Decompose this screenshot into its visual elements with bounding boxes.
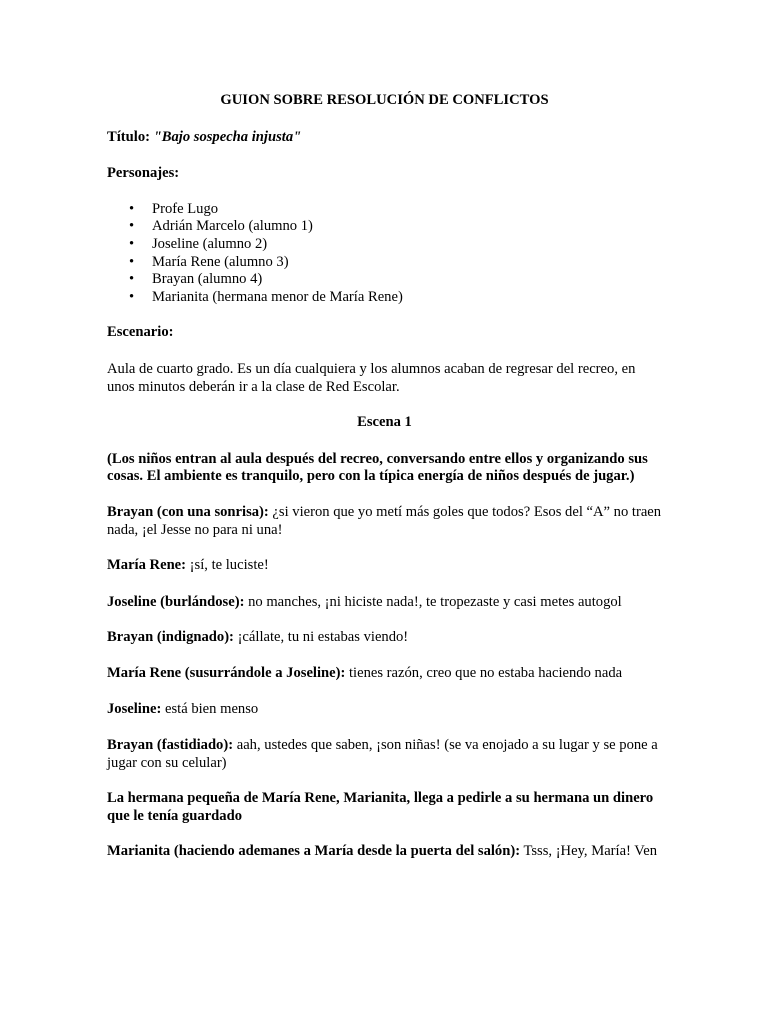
- scene-title: Escena 1: [357, 414, 412, 431]
- dialogue-text: no manches, ¡ni hiciste nada!, te tropezaste y casi metes autogol: [244, 593, 622, 610]
- speaker: María Rene (susurrándole a Joseline):: [107, 664, 346, 681]
- dialogue-text: ¡cállate, tu ni estabas viendo!: [233, 629, 409, 646]
- dialogue-text: tienes razón, creo que no estaba haciendo nada: [345, 664, 623, 681]
- list-item: • Marianita (hermana menor de María Rene): [129, 288, 403, 305]
- document-heading: GUION SOBRE RESOLUCIÓN DE CONFLICTOS: [220, 92, 549, 108]
- stage-direction: (Los niños entran al aula después del recreo, conversando entre ellos y organizando sus cosas. El ambiente es tranquilo, pero con la típica energía de niños después de jugar.): [107, 450, 648, 485]
- dialogue-text: aah, ustedes que saben, ¡son niñas! (se va enojado a su lugar y se pone a jugar con su celular): [107, 737, 658, 771]
- bullet-icon: •: [129, 200, 135, 217]
- setting-text: Aula de cuarto grado. Es un día cualquiera y los alumnos acaban de regresar del recreo, en unos minutos deberán ir a la clase de Red Escolar.: [107, 360, 636, 395]
- setting-label: Escenario:: [107, 324, 174, 341]
- dialogue-text: está bien menso: [161, 701, 259, 718]
- dialogue-text: ¿si vieron que yo metí más goles que todos? Esos del “A” no traen nada, ¡el Jesse no para ni una!: [107, 503, 662, 538]
- list-item: • María Rene (alumno 3): [129, 253, 289, 270]
- speaker: Marianita (haciendo ademanes a María desde la puerta del salón):: [107, 843, 521, 860]
- dialogue-line: [107, 594, 662, 612]
- bullet-icon: •: [129, 218, 135, 235]
- list-item: • Joseline (alumno 2): [129, 235, 268, 252]
- list-item: • Adrián Marcelo (alumno 1): [129, 218, 313, 235]
- speaker: Brayan (fastidiado):: [107, 737, 234, 754]
- dialogue-line: [107, 504, 662, 539]
- dialogue-line: [107, 629, 662, 647]
- list-item: • Profe Lugo: [129, 200, 219, 217]
- characters-label: Personajes:: [107, 165, 180, 182]
- characters-list: [107, 201, 662, 307]
- dialogue-line: [107, 737, 662, 772]
- bullet-icon: •: [129, 235, 135, 252]
- list-item: • Brayan (alumno 4): [129, 271, 263, 288]
- title-label: Título:: [107, 128, 150, 145]
- bullet-icon: •: [129, 253, 135, 270]
- speaker: María Rene:: [107, 557, 187, 574]
- bullet-icon: •: [129, 271, 135, 288]
- document-body: [107, 92, 662, 861]
- speaker: Brayan (con una sonrisa):: [107, 503, 269, 520]
- speaker: Joseline:: [107, 701, 162, 718]
- dialogue-text: Tsss, ¡Hey, María! Ven: [520, 843, 657, 860]
- dialogue-text: ¡sí, te luciste!: [186, 557, 269, 574]
- dialogue-line: [107, 665, 662, 683]
- dialogue-line: [107, 843, 662, 861]
- title-value: "Bajo sospecha injusta": [153, 128, 302, 145]
- speaker: Joseline (burlándose):: [107, 593, 245, 610]
- dialogue-line: [107, 701, 662, 719]
- bullet-icon: •: [129, 288, 135, 305]
- dialogue-line: [107, 557, 662, 575]
- stage-direction: La hermana pequeña de María Rene, Marianita, llega a pedirle a su hermana un dinero que le tenía guardado: [107, 790, 654, 824]
- title-line: [107, 129, 662, 147]
- speaker: Brayan (indignado):: [107, 629, 234, 646]
